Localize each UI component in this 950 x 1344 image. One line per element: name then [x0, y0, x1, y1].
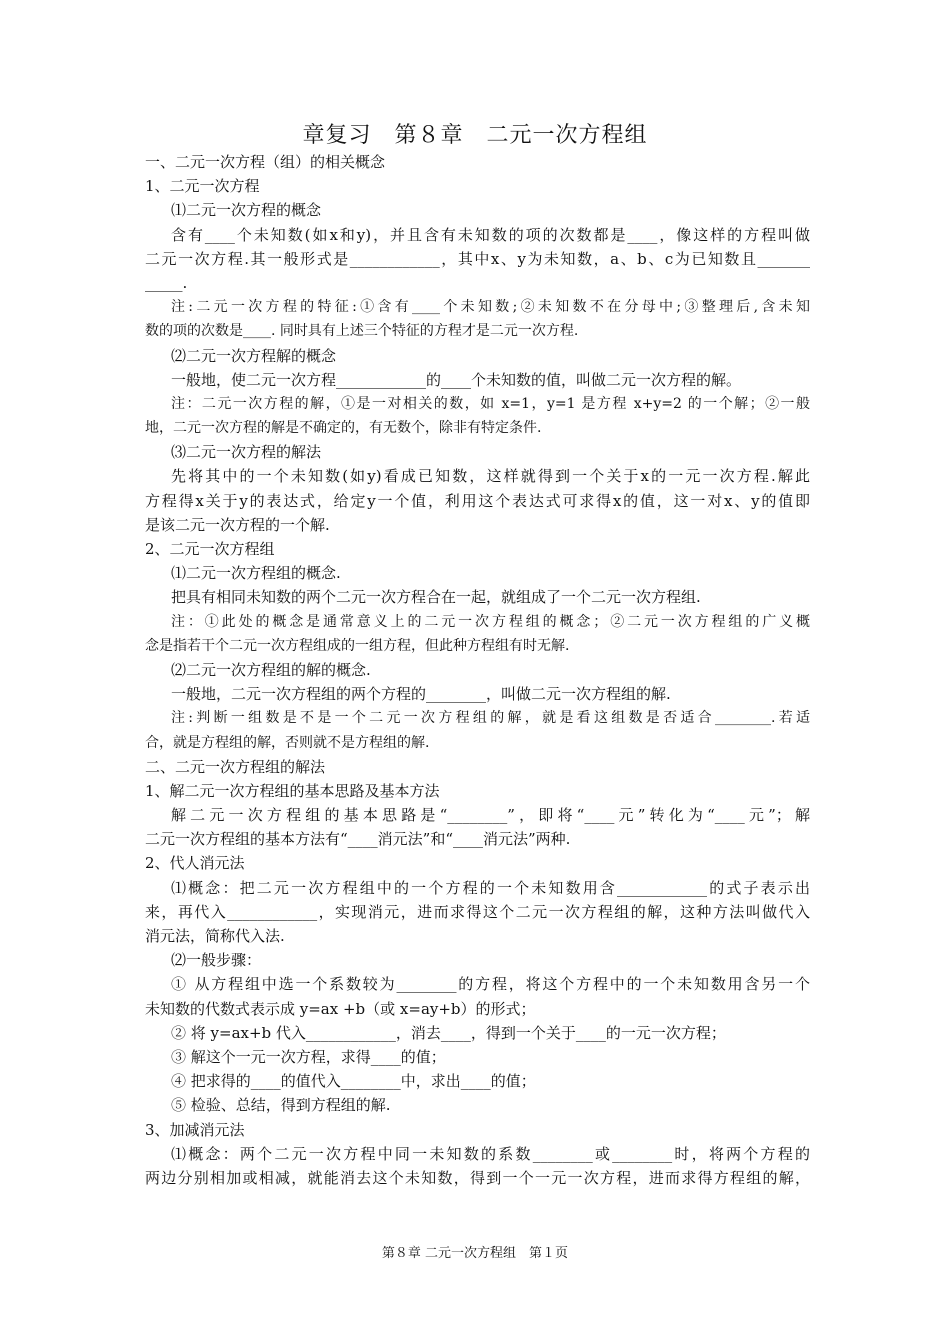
paragraph-line: 两边分别相加或相减，就能消去这个未知数，得到一个一元一次方程，进而求得方程组的解， — [145, 1168, 810, 1187]
note-line: 注：二元一次方程的解，①是一对相关的数，如 x=1，y=1 是方程 x+y=2 的一个解；②一般 — [171, 395, 810, 412]
section-heading: 二、二元一次方程组的解法 — [145, 757, 326, 776]
paragraph-line: 二元一次方程.其一般形式是____________，其中x、y为未知数，a、b、c为已知数且_______ — [145, 249, 810, 268]
item-heading: ⑵一般步骤： — [171, 951, 262, 970]
step-line: 未知数的代数式表示成 y=ax +b（或 x=ay+b）的形式； — [145, 999, 536, 1018]
subsection-heading: 2、二元一次方程组 — [145, 540, 275, 558]
paragraph-line: _____. — [145, 273, 188, 292]
subsection-heading: 1、二元一次方程 — [145, 177, 260, 196]
page-title: 章复习 第８章 二元一次方程组 — [302, 123, 648, 148]
note-line: 数的项的次数是____. 同时具有上述三个特征的方程才是二元一次方程. — [145, 323, 579, 340]
paragraph-line: 一般地，二元一次方程组的两个方程的________，叫做二元一次方程组的解. — [171, 685, 671, 704]
item-heading: ⑴二元一次方程组的概念. — [171, 564, 341, 583]
note-line: 合，就是方程组的解，否则就不是方程组的解. — [145, 734, 430, 751]
paragraph-line: 来，再代入____________，实现消元，进而求得这个二元一次方程组的解，这种方法叫做代入 — [145, 902, 810, 921]
paragraph-line: ⑴概念：两个二元一次方程中同一未知数的系数________或________时，将两个方程的 — [171, 1144, 810, 1163]
document-body — [145, 150, 810, 1190]
step-line: ② 将 y=ax+b 代入____________，消去____，得到一个关于____的一元一次方程； — [171, 1023, 726, 1042]
step-line: ⑤ 检验、总结，得到方程组的解. — [171, 1096, 391, 1115]
note-line: 注：①此处的概念是通常意义上的二元一次方程组的概念；②二元一次方程组的广义概 — [171, 613, 810, 630]
item-heading: ⑴二元一次方程的概念 — [171, 201, 322, 220]
step-line: ① 从方程组中选一个系数较为________的方程，将这个方程中的一个未知数用含另一个 — [171, 975, 810, 994]
paragraph-line: 解二元一次方程组的基本思路是“________”，即将“____元”转化为“____元”；解 — [171, 806, 810, 825]
paragraph-line: 含有____个未知数(如x和y)，并且含有未知数的项的次数都是____，像这样的方程叫做 — [171, 225, 810, 244]
paragraph-line: 是该二元一次方程的一个解. — [145, 515, 330, 534]
note-line: 念是指若干个二元一次方程组成的一组方程，但此种方程组有时无解. — [145, 637, 570, 654]
item-heading: ⑶二元一次方程的解法 — [171, 443, 322, 462]
step-line: ③ 解这个一元一次方程，求得____的值； — [171, 1047, 446, 1066]
note-line: 注:二元一次方程的特征:①含有____个未知数;②未知数不在分母中;③整理后,含未知 — [171, 299, 810, 316]
note-line: 注:判断一组数是不是一个二元一次方程组的解，就是看这组数是否适合________.若适 — [171, 710, 810, 727]
section-heading: 一、二元一次方程（组）的相关概念 — [145, 153, 386, 171]
paragraph-line: ⑴概念：把二元一次方程组中的一个方程的一个未知数用含____________的式子表示出 — [171, 878, 810, 897]
note-line: 地，二元一次方程的解是不确定的，有无数个，除非有特定条件. — [145, 420, 542, 437]
paragraph-line: 二元一次方程组的基本方法有“____消元法”和“____消元法”两种. — [145, 830, 571, 849]
paragraph-line: 方程得x关于y的表达式，给定y一个值，利用这个表达式可求得x的值，这一对x、y的值即 — [145, 491, 810, 510]
item-heading: ⑵二元一次方程组的解的概念. — [171, 660, 371, 679]
subsection-heading: 2、代人消元法 — [145, 854, 245, 873]
subsection-heading: 3、加减消元法 — [145, 1120, 245, 1139]
page-footer: 第８章 二元一次方程组 第１页 — [381, 1246, 569, 1261]
paragraph-line: 消元法，简称代入法. — [145, 927, 285, 945]
paragraph-line: 一般地，使二元一次方程____________的____个未知数的值，叫做二元一次方程的解。 — [171, 370, 742, 389]
item-heading: ⑵二元一次方程解的概念 — [171, 346, 337, 365]
step-line: ④ 把求得的____的值代入________中，求出____的值； — [171, 1072, 536, 1091]
paragraph-line: 把具有相同未知数的两个二元一次方程合在一起，就组成了一个二元一次方程组. — [171, 588, 701, 607]
paragraph-line: 先将其中的一个未知数(如y)看成已知数，这样就得到一个关于x的一元一次方程.解此 — [171, 467, 810, 486]
subsection-heading: 1、解二元一次方程组的基本思路及基本方法 — [145, 781, 440, 800]
